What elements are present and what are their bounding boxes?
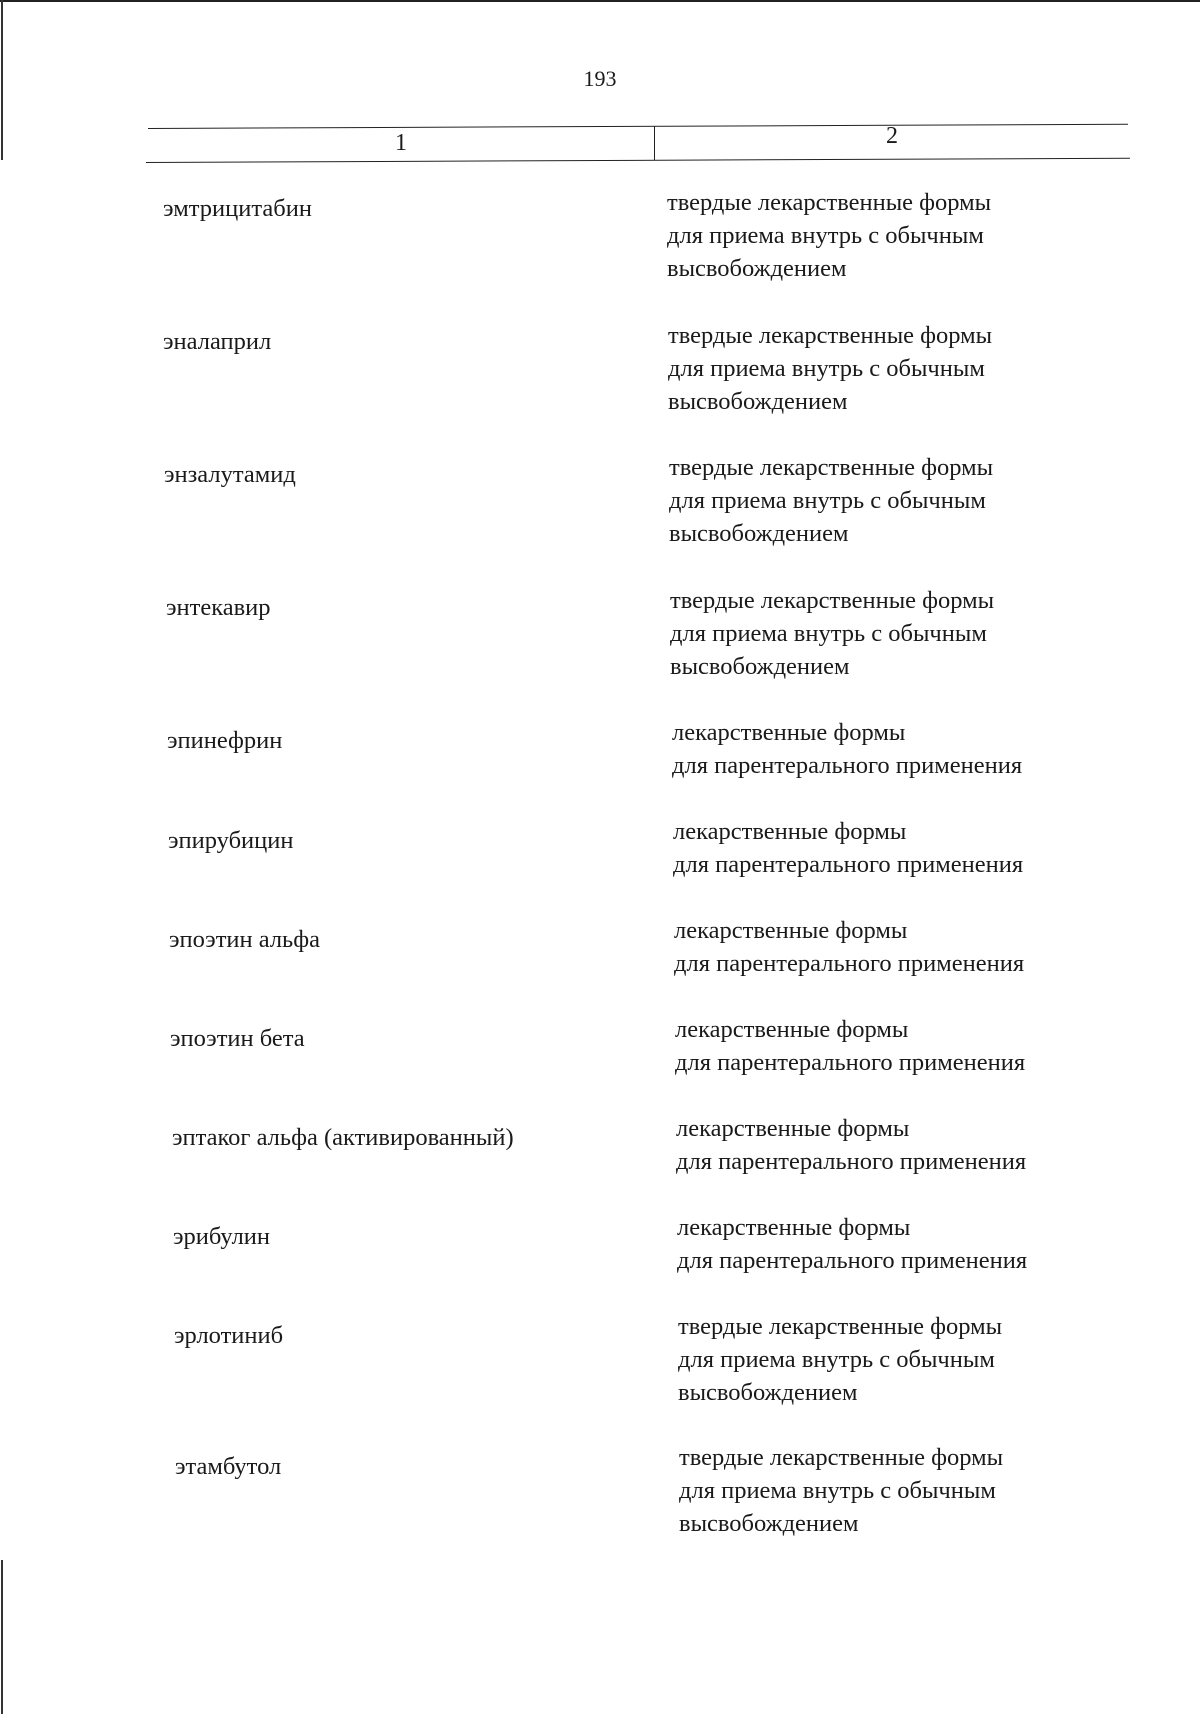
drug-name: эмтрицитабин xyxy=(163,195,312,222)
drug-name: эпирубицин xyxy=(168,827,294,854)
drug-name: эрлотиниб xyxy=(174,1322,284,1349)
dosage-form: лекарственные формы для парентерального применения xyxy=(675,1016,1026,1076)
drug-name: энзалутамид xyxy=(164,461,296,488)
drug-name: этамбутол xyxy=(175,1453,282,1480)
drug-name: эпоэтин альфа xyxy=(169,926,320,953)
dosage-form: твердые лекарственные формы для приема внутрь с обычным высвобождением xyxy=(670,587,995,680)
dosage-form: лекарственные формы для парентерального применения xyxy=(676,1115,1027,1175)
drug-name: энтекавир xyxy=(166,594,271,621)
dosage-form: твердые лекарственные формы для приема внутрь с обычным высвобождением xyxy=(667,189,992,282)
drug-name: эпинефрин xyxy=(167,727,283,754)
drug-name: эрибулин xyxy=(173,1223,271,1250)
drug-name: эпоэтин бета xyxy=(170,1025,305,1052)
dosage-form: лекарственные формы для парентерального применения xyxy=(673,818,1024,878)
drug-name: эптаког альфа (активированный) xyxy=(172,1124,514,1151)
dosage-form: лекарственные формы для парентерального применения xyxy=(674,917,1025,977)
page-number: 193 xyxy=(583,66,617,91)
drug-name: эналаприл xyxy=(163,328,272,355)
column-header-1: 1 xyxy=(395,130,407,156)
dosage-form: лекарственные формы для парентерального применения xyxy=(677,1214,1028,1274)
dosage-form: лекарственные формы для парентерального применения xyxy=(672,719,1023,779)
dosage-form: твердые лекарственные формы для приема внутрь с обычным высвобождением xyxy=(669,454,994,547)
dosage-form: твердые лекарственные формы для приема внутрь с обычным высвобождением xyxy=(678,1313,1003,1406)
column-header-2: 2 xyxy=(886,123,898,149)
dosage-form: твердые лекарственные формы для приема внутрь с обычным высвобождением xyxy=(679,1444,1004,1537)
dosage-form: твердые лекарственные формы для приема внутрь с обычным высвобождением xyxy=(668,322,993,415)
